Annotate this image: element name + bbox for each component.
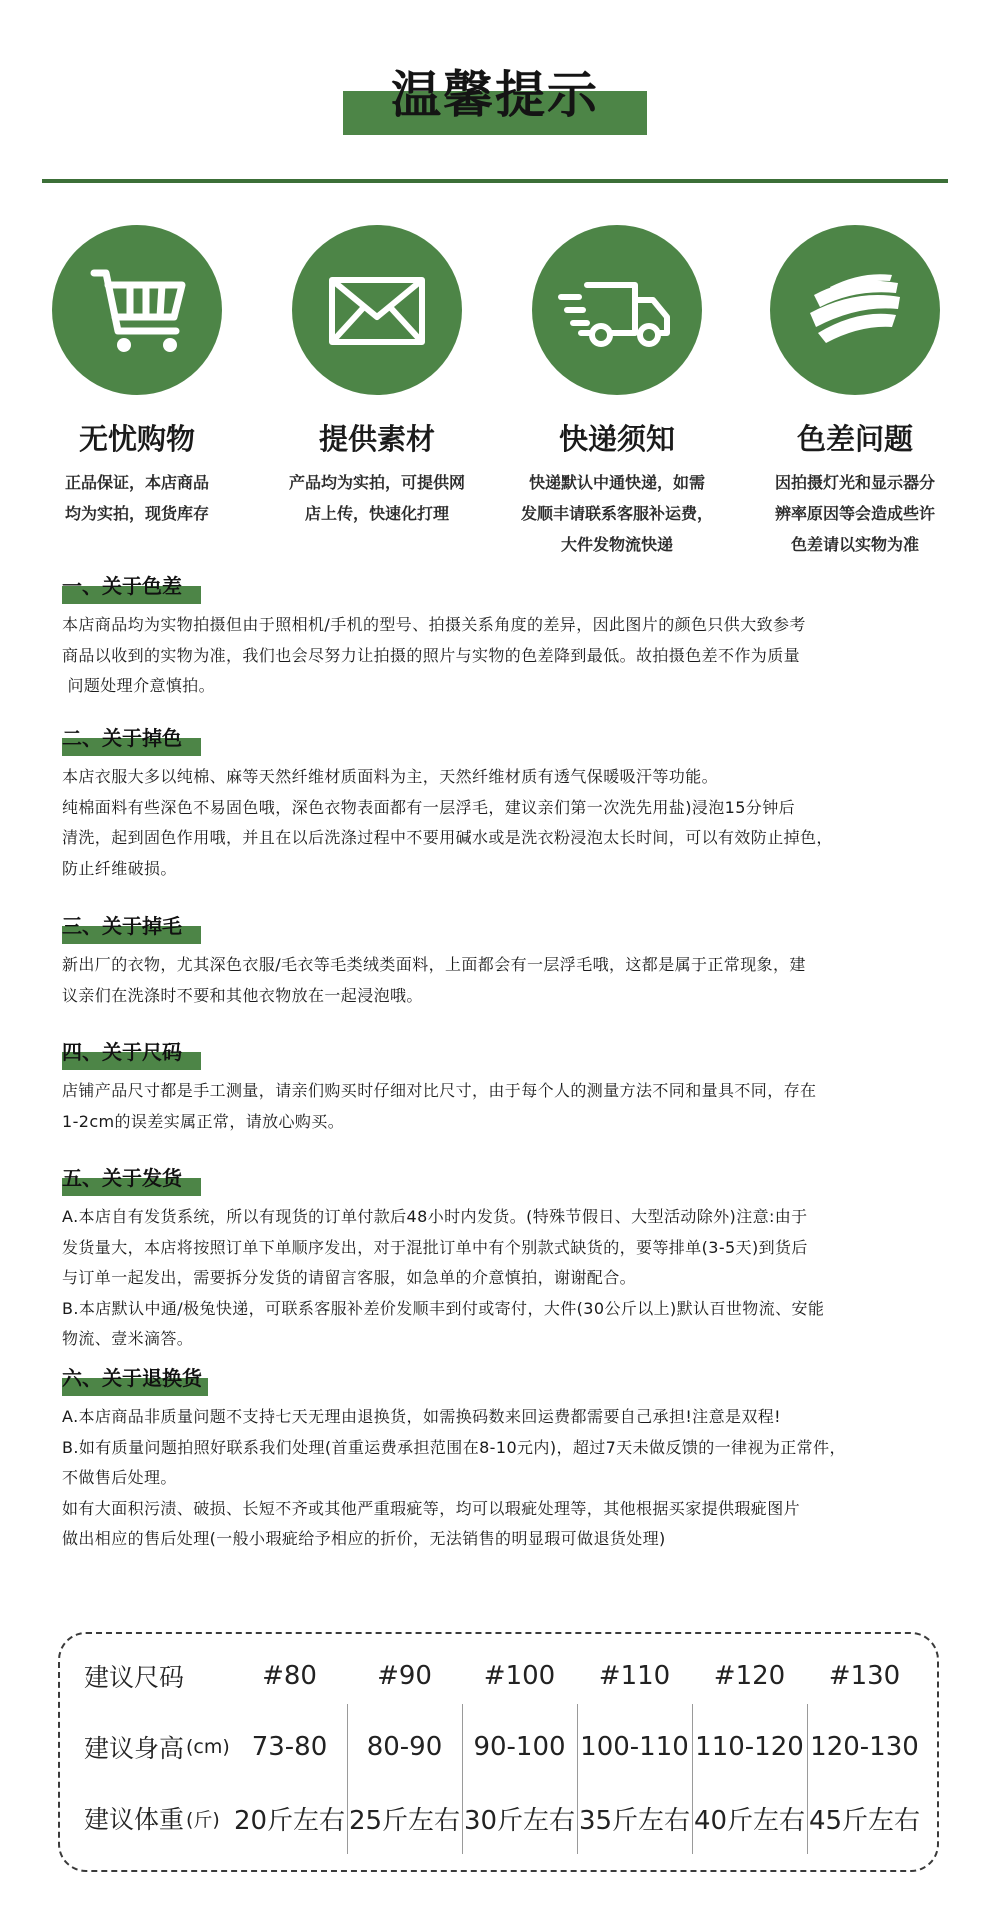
feature-circle (52, 225, 222, 395)
size-cell: #90 (377, 1661, 432, 1691)
section-sizing (62, 1038, 962, 1137)
paragraph-line: 店铺产品尺寸都是手工测量，请亲们购买时仔细对比尺寸，由于每个人的测量方法不同和量具不同，存在 (62, 1081, 817, 1100)
feature-delivery (502, 225, 732, 560)
paragraph-line: 不做售后处理。 (62, 1468, 177, 1487)
paint-stroke-icon (800, 255, 910, 365)
row-label (60, 1646, 232, 1706)
section-title: 五、关于发货 (62, 1166, 182, 1190)
feature-circle (532, 225, 702, 395)
paragraph-line: B.如有质量问题拍照好联系我们处理(首重运费承担范围在8-10元内)，超过7天未做反馈的一律视为正常件， (62, 1437, 846, 1457)
section-heading (62, 1164, 962, 1196)
feature-desc-line: 快递默认中通快递，如需 (528, 473, 705, 492)
paragraph-line: 本店商品均为实物拍摄但由于照相机/手机的型号、拍摄关系角度的差异，因此图片的颜色只供大致参考 (62, 615, 806, 634)
paragraph-line: 防止纤维破损。 (62, 858, 177, 878)
section-title: 一、关于色差 (62, 574, 182, 598)
section-heading (62, 572, 962, 604)
weight-cell: 35斤左右 (578, 1805, 691, 1836)
feature-title: 快递须知 (558, 422, 675, 456)
section-body (62, 610, 962, 702)
height-cell: 80-90 (366, 1732, 443, 1762)
feature-circle (292, 225, 462, 395)
feature-circle (770, 225, 940, 395)
paragraph-line: A.本店自有发货系统，所以有现货的订单付款后48小时内发货。(特殊节假日、大型活动除外)注意:由于 (62, 1207, 808, 1226)
feature-desc-line: 大件发物流快递 (560, 535, 673, 554)
section-heading (62, 1038, 962, 1070)
section-title: 二、关于掉色 (62, 726, 182, 750)
row-label-unit: (cm) (186, 1736, 230, 1758)
feature-title: 提供素材 (318, 422, 435, 456)
paragraph-line: 本店衣服大多以纯棉、麻等天然纤维材质面料为主，天然纤维材质有透气保暖吸汗等功能。 (62, 767, 719, 786)
row-label-text: 建议身高 (84, 1734, 185, 1763)
weight-cell: 30斤左右 (463, 1805, 576, 1836)
weight-cell: 20斤左右 (233, 1805, 346, 1836)
weight-row (60, 1788, 937, 1848)
section-body (62, 762, 962, 884)
size-cell: #120 (713, 1661, 786, 1691)
row-label-text: 建议尺码 (84, 1663, 185, 1692)
paragraph-line: 与订单一起发出，需要拆分发货的请留言客服，如急单的介意慎拍，谢谢配合。 (62, 1268, 637, 1287)
paragraph-line: 清洗，起到固色作用哦，并且在以后洗涤过程中不要用碱水或是洗衣粉浸泡太长时间，可以有效防止掉色， (62, 828, 833, 847)
paragraph-line: A.本店商品非质量问题不支持七天无理由退换货，如需换码数来回运费都需要自己承担!注意是双程! (62, 1407, 781, 1426)
paragraph-line: 物流、壹米滴答。 (62, 1329, 194, 1348)
paragraph-line: 纯棉面料有些深色不易固色哦，深色衣物表面都有一层浮毛，建议亲们第一次洗先用盐)浸泡15分钟后 (62, 797, 796, 817)
feature-desc-line: 因拍摄灯光和显示器分 (774, 473, 935, 492)
section-heading (62, 724, 962, 756)
feature-worry-free-shopping (22, 225, 252, 529)
feature-color-difference (740, 225, 970, 560)
paragraph-line: 商品以收到的实物为准，我们也会尽努力让拍摄的照片与实物的色差降到最低。故拍摄色差不作为质量 (62, 645, 801, 665)
section-body (62, 950, 962, 1011)
section-body (62, 1202, 962, 1355)
section-title: 三、关于掉毛 (62, 914, 182, 938)
feature-row (0, 225, 990, 554)
feature-desc-line: 辨率原因等会造成些许 (774, 504, 935, 523)
section-title: 四、关于尺码 (62, 1040, 182, 1064)
height-cell: 110-120 (695, 1732, 804, 1762)
size-row (60, 1646, 937, 1706)
feature-desc-line: 产品均为实拍，可提供网 (288, 473, 465, 492)
section-heading (62, 912, 962, 944)
page-header (0, 60, 990, 150)
feature-desc-line: 店上传，快速化打理 (304, 504, 449, 523)
section-heading (62, 1364, 962, 1396)
paragraph-line: 1-2cm的误差实属正常，请放心购买。 (62, 1111, 345, 1131)
feature-description (22, 467, 252, 529)
row-label-text: 建议体重 (84, 1805, 185, 1834)
weight-cell: 25斤左右 (348, 1805, 461, 1836)
section-body (62, 1402, 962, 1555)
size-cell: #110 (598, 1661, 671, 1691)
feature-desc-line: 正品保证，本店商品 (64, 473, 209, 492)
delivery-truck-icon (557, 255, 677, 365)
paragraph-line: 做出相应的售后处理(一般小瑕疵给予相应的折价，无法销售的明显瑕可做退货处理) (62, 1529, 666, 1548)
weight-cell: 40斤左右 (693, 1805, 806, 1836)
section-color-difference (62, 572, 962, 702)
row-label (60, 1788, 232, 1848)
row-label (60, 1717, 232, 1777)
paragraph-line: 问题处理介意慎拍。 (62, 676, 216, 695)
paragraph-line: B.本店默认中通/极兔快递，可联系客服补差价发顺丰到付或寄付，大件(30公斤以上)默认百世物流、安能 (62, 1298, 825, 1318)
feature-title: 色差问题 (796, 422, 913, 456)
height-cell: 90-100 (473, 1732, 566, 1762)
section-returns (62, 1364, 962, 1555)
page-title: 温馨提示 (391, 66, 599, 124)
header-divider (42, 179, 948, 183)
weight-cell: 45斤左右 (808, 1805, 921, 1836)
row-label-unit: (斤) (186, 1808, 220, 1831)
height-row (60, 1717, 937, 1777)
feature-desc-line: 发顺丰请联系客服补运费， (520, 504, 713, 523)
paragraph-line: 如有大面积污渍、破损、长短不齐或其他严重瑕疵等，均可以瑕疵处理等，其他根据买家提供瑕疵图片 (62, 1498, 801, 1518)
size-cell: #130 (828, 1661, 901, 1691)
section-shipping (62, 1164, 962, 1355)
section-title: 六、关于退换货 (62, 1366, 202, 1390)
feature-description (502, 467, 732, 560)
feature-description (262, 467, 492, 529)
feature-desc-line: 均为实拍，现货库存 (64, 504, 209, 523)
height-cell: 73-80 (251, 1732, 328, 1762)
paragraph-line: 新出厂的衣物，尤其深色衣服/毛衣等毛类绒类面料，上面都会有一层浮毛哦，这都是属于正常现象，建 (62, 955, 806, 974)
size-cell: #80 (262, 1661, 317, 1691)
height-cell: 100-110 (580, 1732, 689, 1762)
feature-materials (262, 225, 492, 529)
shopping-cart-icon (82, 255, 192, 365)
feature-title: 无忧购物 (78, 422, 195, 456)
paragraph-line: 议亲们在洗涤时不要和其他衣物放在一起浸泡哦。 (62, 985, 423, 1005)
size-table (58, 1632, 939, 1872)
section-color-fading (62, 724, 962, 884)
height-cell: 120-130 (810, 1732, 919, 1762)
feature-desc-line: 色差请以实物为准 (790, 535, 919, 554)
section-body (62, 1076, 962, 1137)
size-cell: #100 (483, 1661, 556, 1691)
feature-description (740, 467, 970, 560)
envelope-icon (322, 255, 432, 365)
section-lint-shedding (62, 912, 962, 1011)
paragraph-line: 发货量大，本店将按照订单下单顺序发出，对于混批订单中有个别款式缺货的，要等排单(3-5天)到货后 (62, 1237, 808, 1257)
